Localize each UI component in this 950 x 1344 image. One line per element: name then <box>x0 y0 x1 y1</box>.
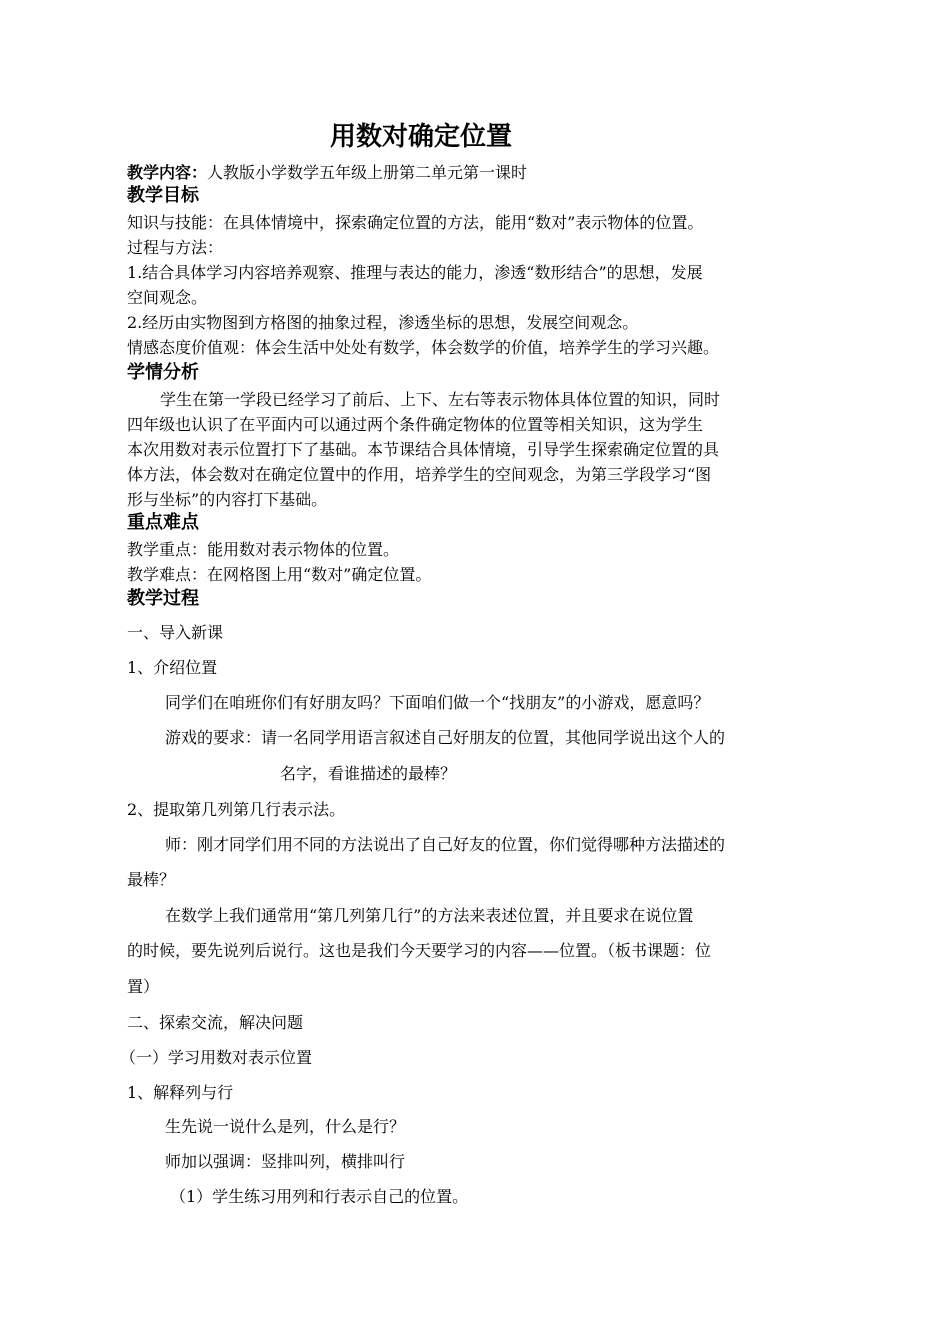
section-heading: 二、探索交流，解决问题 <box>127 1013 304 1032</box>
objective-process-1-cont: 空间观念。 <box>127 288 208 307</box>
paragraph: 师加以强调：竖排叫列，横排叫行 <box>165 1152 406 1171</box>
paragraph: （1）学生练习用列和行表示自己的位置。 <box>170 1187 469 1206</box>
objectives-heading: 教学目标 <box>127 185 199 206</box>
item-heading: 1、解释列与行 <box>127 1083 234 1102</box>
section-heading: 一、导入新课 <box>127 623 224 642</box>
analysis-line: 体方法，体会数对在确定位置中的作用，培养学生的空间观念，为第三学段学习“图 <box>127 465 712 484</box>
subsection-heading: （一）学习用数对表示位置 <box>120 1048 313 1067</box>
paragraph: 游戏的要求：请一名同学用语言叙述自己好朋友的位置，其他同学说出这个人的 <box>165 728 726 747</box>
analysis-heading: 学情分析 <box>127 362 199 383</box>
paragraph: 在数学上我们通常用“第几列第几行”的方法来表述位置，并且要求在说位置 <box>165 906 694 925</box>
objective-emotion: 情感态度价值观：体会生活中处处有数学，体会数学的价值，培养学生的学习兴趣。 <box>127 338 720 357</box>
paragraph: 同学们在咱班你们有好朋友吗？下面咱们做一个“找朋友”的小游戏，愿意吗？ <box>165 693 710 712</box>
objective-process-label: 过程与方法： <box>127 238 224 257</box>
analysis-line: 学生在第一学段已经学习了前后、上下、左右等表示物体具体位置的知识，同时 <box>160 390 721 409</box>
objective-process-2: 2.经历由实物图到方格图的抽象过程，渗透坐标的思想，发展空间观念。 <box>127 313 639 332</box>
paragraph-cont: 的时候，要先说列后说行。这也是我们今天要学习的内容——位置。（板书课题：位 <box>127 941 712 960</box>
paragraph: 师：刚才同学们用不同的方法说出了自己好友的位置，你们觉得哪种方法描述的 <box>165 835 726 854</box>
item-heading: 1、介绍位置 <box>127 658 218 677</box>
paragraph-cont: 名字，看谁描述的最棒？ <box>280 764 457 783</box>
paragraph-cont: 最棒？ <box>127 870 176 889</box>
teaching-content-label: 教学内容： <box>127 163 208 182</box>
item-heading: 2、提取第几列第几行表示法。 <box>127 800 346 819</box>
analysis-line: 四年级也认识了在平面内可以通过两个条件确定物体的位置等相关知识，这为学生 <box>127 415 704 434</box>
teaching-content-text: 人教版小学数学五年级上册第二单元第一课时 <box>207 163 528 182</box>
paragraph-cont: 置） <box>127 977 160 996</box>
objective-process-1: 1.结合具体学习内容培养观察、推理与表达的能力，渗透“数形结合”的思想，发展 <box>127 263 703 282</box>
key-point: 教学重点：能用数对表示物体的位置。 <box>127 540 400 559</box>
objective-knowledge: 知识与技能：在具体情境中，探索确定位置的方法，能用“数对”表示物体的位置。 <box>127 213 704 232</box>
analysis-line: 形与坐标”的内容打下基础。 <box>127 490 328 509</box>
paragraph: 生先说一说什么是列，什么是行？ <box>165 1117 406 1136</box>
analysis-line: 本次用数对表示位置打下了基础。本节课结合具体情境，引导学生探索确定位置的具 <box>127 440 720 459</box>
keypoints-heading: 重点难点 <box>127 512 199 533</box>
difficulty-point: 教学难点：在网格图上用“数对”确定位置。 <box>127 565 432 584</box>
page-title: 用数对确定位置 <box>330 122 513 152</box>
teaching-content <box>127 162 527 184</box>
process-heading: 教学过程 <box>127 588 199 609</box>
